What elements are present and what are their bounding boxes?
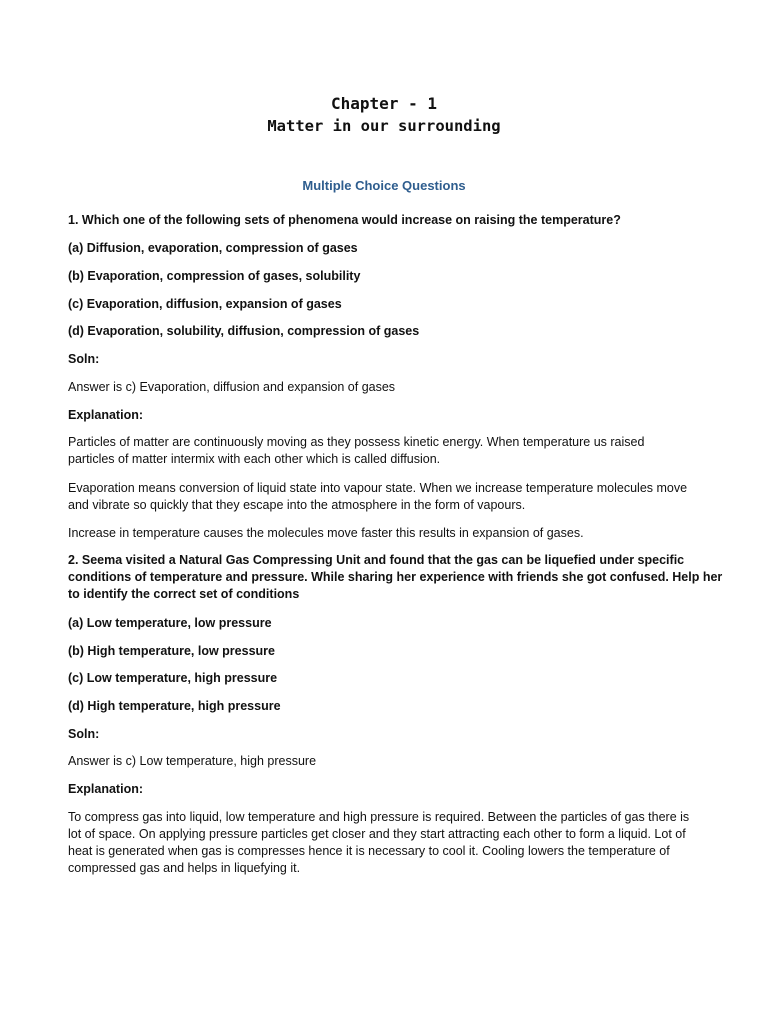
q1-explanation-paragraph [68, 525, 708, 542]
paragraph-line: Increase in temperature causes the molecules move faster this results in expansion of gases. [68, 526, 584, 540]
chapter-title: Matter in our surrounding [267, 117, 501, 135]
paragraph-line: lot of space. On applying pressure particles get closer and they start attracting each other to form a liquid. Lot of [68, 827, 686, 841]
q2-explanation-paragraph [68, 809, 708, 877]
q1-explanation-label: Explanation: [68, 408, 144, 422]
q2-option-a: (a) Low temperature, low pressure [68, 616, 272, 630]
q1-answer: Answer is c) Evaporation, diffusion and expansion of gases [68, 380, 396, 394]
paragraph-line: 2. Seema visited a Natural Gas Compressing Unit and found that the gas can be liquefied under specific [68, 553, 685, 567]
q1-option-d: (d) Evaporation, solubility, diffusion, compression of gases [68, 324, 420, 338]
question-2 [68, 552, 723, 603]
q1-explanation-paragraph [68, 480, 708, 514]
chapter-number: Chapter - 1 [331, 94, 437, 113]
paragraph-line: to identify the correct set of conditions [68, 587, 300, 601]
paragraph-line: Evaporation means conversion of liquid state into vapour state. When we increase temperature molecules move [68, 481, 688, 495]
paragraph-line: Particles of matter are continuously moving as they possess kinetic energy. When temperature us raised [68, 435, 645, 449]
q1-soln-label: Soln: [68, 352, 100, 366]
paragraph-line: and vibrate so quickly that they escape into the atmosphere in the form of vapours. [68, 498, 526, 512]
q2-answer: Answer is c) Low temperature, high pressure [68, 754, 317, 768]
q1-option-b: (b) Evaporation, compression of gases, solubility [68, 269, 361, 283]
paragraph-line: conditions of temperature and pressure. While sharing her experience with friends she got confused. Help her [68, 570, 723, 584]
question-1: 1. Which one of the following sets of phenomena would increase on raising the temperature? [68, 213, 621, 227]
q2-explanation-label: Explanation: [68, 782, 144, 796]
paragraph-line: compressed gas and helps in liquefying it. [68, 861, 301, 875]
q2-option-b: (b) High temperature, low pressure [68, 644, 275, 658]
q1-option-a: (a) Diffusion, evaporation, compression of gases [68, 241, 358, 255]
paragraph-line: To compress gas into liquid, low temperature and high pressure is required. Between the particles of gas there is [68, 810, 690, 824]
paragraph-line: heat is generated when gas is compresses hence it is necessary to cool it. Cooling lowers the temperature of [68, 844, 670, 858]
paragraph-line: particles of matter intermix with each other which is called diffusion. [68, 452, 441, 466]
section-title: Multiple Choice Questions [302, 178, 466, 193]
q2-option-d: (d) High temperature, high pressure [68, 699, 281, 713]
q1-explanation-paragraph [68, 434, 708, 468]
q2-soln-label: Soln: [68, 727, 100, 741]
q1-option-c: (c) Evaporation, diffusion, expansion of gases [68, 297, 342, 311]
q2-option-c: (c) Low temperature, high pressure [68, 671, 278, 685]
